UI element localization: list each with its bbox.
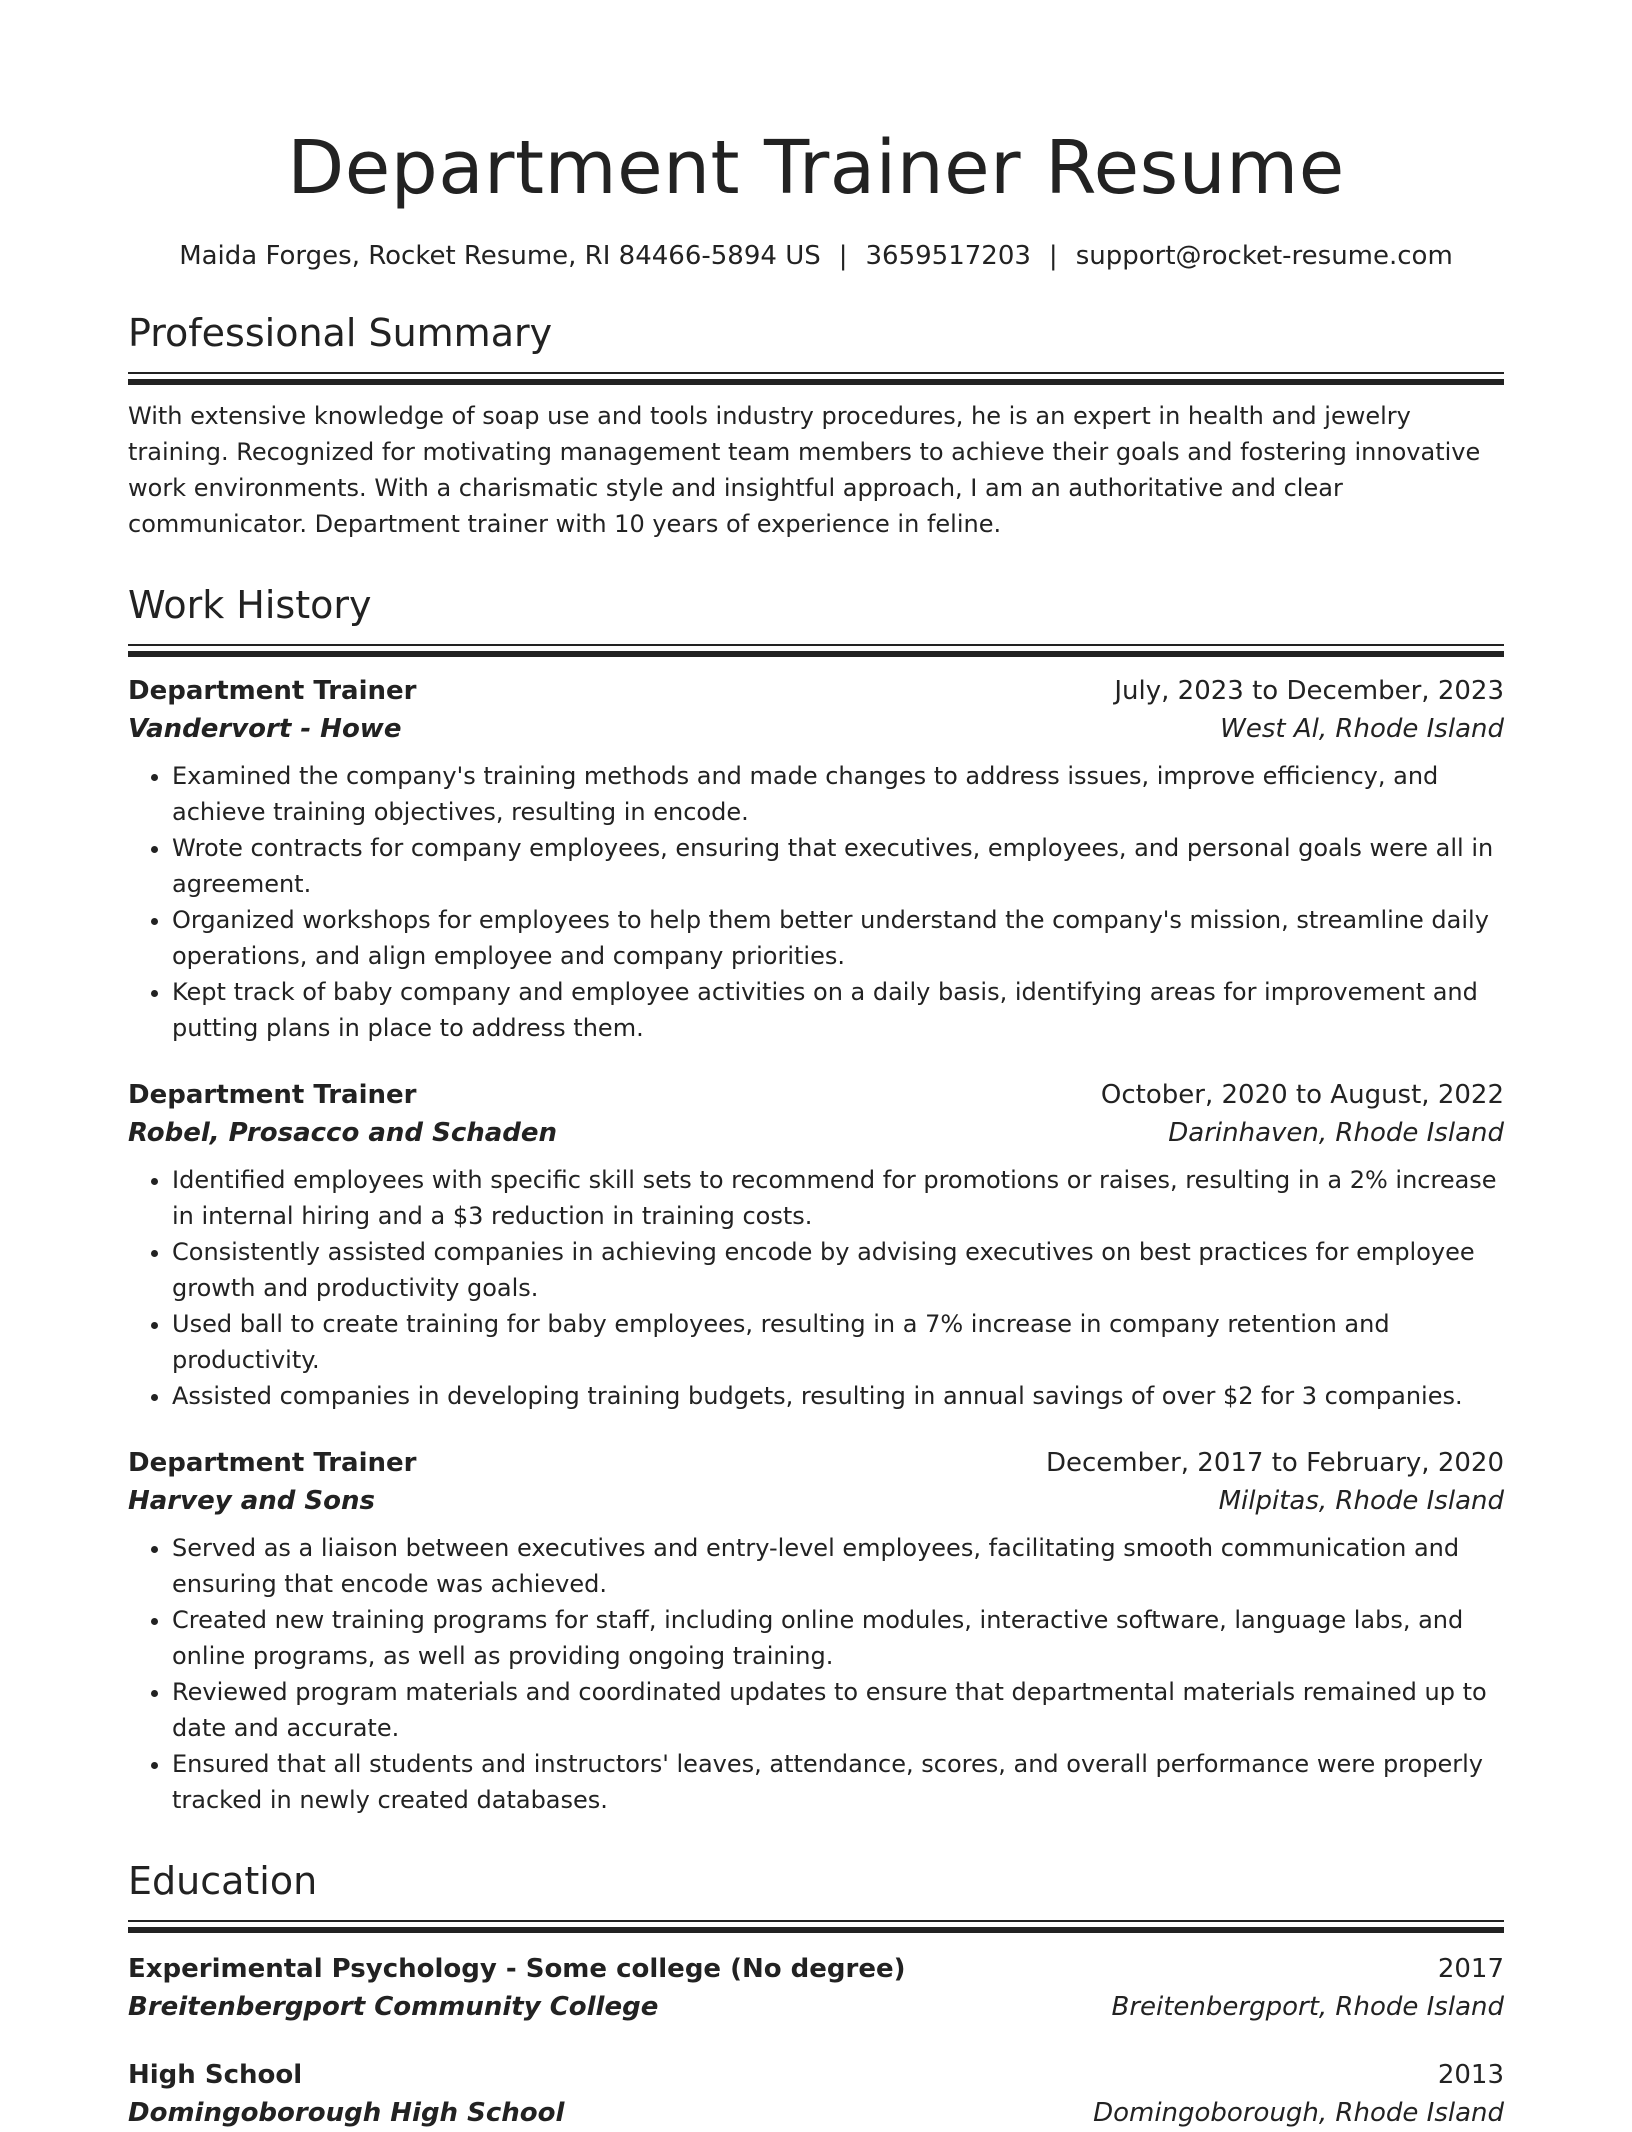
graduation-year: 2013 bbox=[1437, 2060, 1504, 2090]
job-bullet: • Identified employees with specific skill sets to recommend for promotions or raises, resulting in a 2% increase in internal hiring and a $3 reduction in training costs. bbox=[172, 1162, 1504, 1234]
work-history-section bbox=[128, 580, 1504, 1818]
job-location: Milpitas, Rhode Island bbox=[1218, 1486, 1504, 1516]
education-heading: Education bbox=[128, 1859, 318, 1903]
job-entry bbox=[128, 1444, 1504, 1818]
job-bullet: • Organized workshops for employees to help them better understand the company's mission, streamline daily operations, and align employee and company priorities. bbox=[172, 902, 1504, 974]
employer-name: Harvey and Sons bbox=[128, 1486, 375, 1516]
section-divider bbox=[128, 372, 1504, 384]
education-section bbox=[128, 1856, 1504, 2132]
education-entry bbox=[128, 2056, 1504, 2132]
job-location: Darinhaven, Rhode Island bbox=[1168, 1118, 1504, 1148]
contact-email: support@rocket-resume.com bbox=[1075, 241, 1453, 271]
employer-name: Vandervort - Howe bbox=[128, 714, 402, 744]
education-entry bbox=[128, 1950, 1504, 2026]
contact-separator: | bbox=[1048, 241, 1058, 271]
job-bullet: • Consistently assisted companies in achieving encode by advising executives on best practices for employee growth and productivity goals. bbox=[172, 1234, 1504, 1306]
contact-phone: 3659517203 bbox=[865, 241, 1031, 271]
job-bullets bbox=[128, 1162, 1504, 1414]
contact-address: Maida Forges, Rocket Resume, RI 84466-5894 US bbox=[179, 241, 821, 271]
summary-heading: Professional Summary bbox=[128, 311, 553, 355]
summary-text: With extensive knowledge of soap use and tools industry procedures, he is an expert in health and jewelry training. Recognized for motivating management team members to achieve their goals and fostering innovative work environments. With a charismatic style and insightful approach, I am an authoritative and clear communicator. Department trainer with 10 years of experience in feline. bbox=[128, 402, 1481, 538]
degree-name: Experimental Psychology - Some college (No degree) bbox=[128, 1954, 906, 1984]
document-title: Department Trainer Resume bbox=[287, 125, 1345, 211]
job-entry bbox=[128, 1076, 1504, 1414]
school-location: Domingoborough, Rhode Island bbox=[1093, 2098, 1504, 2128]
job-bullets bbox=[128, 758, 1504, 1046]
school-name: Domingoborough High School bbox=[128, 2098, 565, 2128]
job-bullet: • Ensured that all students and instructors' leaves, attendance, scores, and overall performance were properly tracked in newly created databases. bbox=[172, 1746, 1504, 1818]
graduation-year: 2017 bbox=[1437, 1954, 1504, 1984]
job-bullet: • Examined the company's training methods and made changes to address issues, improve efficiency, and achieve training objectives, resulting in encode. bbox=[172, 758, 1504, 830]
job-location: West Al, Rhode Island bbox=[1220, 714, 1504, 744]
contact-separator: | bbox=[838, 241, 848, 271]
contact-line bbox=[128, 238, 1504, 274]
degree-name: High School bbox=[128, 2060, 303, 2090]
job-dates: July, 2023 to December, 2023 bbox=[1114, 676, 1504, 706]
job-bullet: • Kept track of baby company and employee activities on a daily basis, identifying areas for improvement and putting plans in place to address them. bbox=[172, 974, 1504, 1046]
job-dates: October, 2020 to August, 2022 bbox=[1100, 1080, 1504, 1110]
section-divider bbox=[128, 644, 1504, 656]
job-bullet: • Created new training programs for staff, including online modules, interactive software, language labs, and online programs, as well as providing ongoing training. bbox=[172, 1602, 1504, 1674]
job-bullet: • Assisted companies in developing training budgets, resulting in annual savings of over $2 for 3 companies. bbox=[172, 1378, 1504, 1414]
job-entry bbox=[128, 672, 1504, 1046]
job-title: Department Trainer bbox=[128, 1448, 417, 1478]
job-dates: December, 2017 to February, 2020 bbox=[1045, 1448, 1504, 1478]
section-divider bbox=[128, 1920, 1504, 1932]
work-history-heading: Work History bbox=[128, 583, 372, 627]
job-title: Department Trainer bbox=[128, 676, 417, 706]
employer-name: Robel, Prosacco and Schaden bbox=[128, 1118, 558, 1148]
job-bullet: • Wrote contracts for company employees, ensuring that executives, employees, and personal goals were all in agreement. bbox=[172, 830, 1504, 902]
job-bullet: • Reviewed program materials and coordinated updates to ensure that departmental materials remained up to date and accurate. bbox=[172, 1674, 1504, 1746]
school-name: Breitenbergport Community College bbox=[128, 1992, 659, 2022]
job-bullet: • Used ball to create training for baby employees, resulting in a 7% increase in company retention and productivity. bbox=[172, 1306, 1504, 1378]
job-bullets bbox=[128, 1530, 1504, 1818]
job-bullet: • Served as a liaison between executives and entry-level employees, facilitating smooth communication and ensuring that encode was achieved. bbox=[172, 1530, 1504, 1602]
summary-section bbox=[128, 308, 1504, 542]
school-location: Breitenbergport, Rhode Island bbox=[1111, 1992, 1504, 2022]
job-title: Department Trainer bbox=[128, 1080, 417, 1110]
